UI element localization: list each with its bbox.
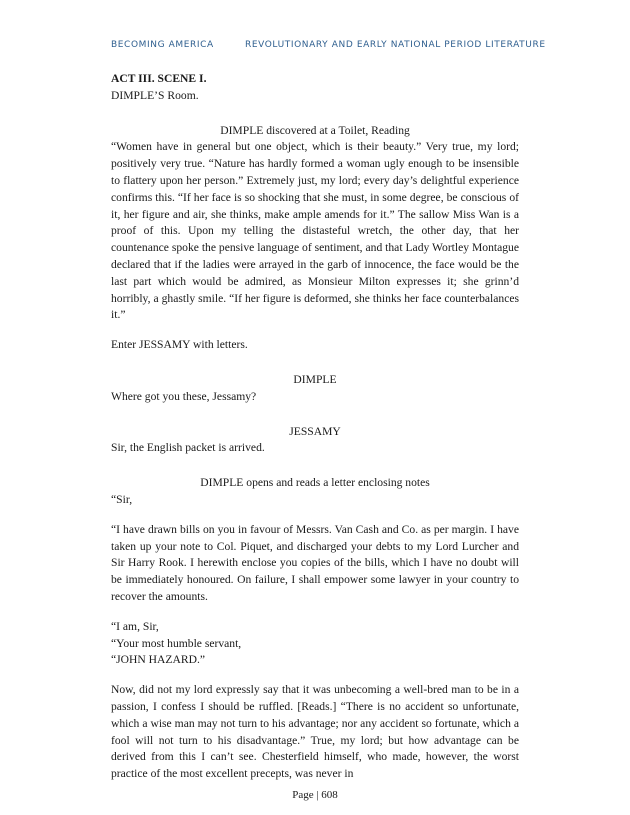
stage-direction: DIMPLE discovered at a Toilet, Reading (220, 123, 410, 137)
speaker-name: DIMPLE (293, 372, 337, 386)
header-section-title: REVOLUTIONARY AND EARLY NATIONAL PERIOD LITERATURE (245, 40, 546, 50)
speaker-name: JESSAMY (289, 424, 341, 438)
dialogue-line: Sir, the English packet is arrived. (111, 441, 265, 455)
letter-salutation: “Sir, (111, 492, 133, 506)
dimple-monologue: “Women have in general but one object, which is their beauty.” Very true, my lord; positively very true. “Nature has hardly formed a woman ugly enough to be insensible to flattery upon her person.” Extremely just, my lord; every day’s delightful experience confirms this. “If her face is so shocking that she must, in some degree, be conscious of it, her figure and air, she thinks, make ample amends for it.” The sallow Miss Wan is a proof of this. Upon my telling the distasteful wretch, the other day, that her countenance spoke the pensive language of sentiment, and that Lady Wortley Montague declared that if the ladies were arrayed in the garb of innocence, the face would be the last part which would be admired, as Monsieur Milton expresses it; she grinn’d horribly, a ghastly smile. “If her figure is deformed, she thinks her face counterbalances it.” (111, 140, 519, 322)
act-scene-heading: ACT III. SCENE I. (111, 72, 207, 85)
letter-closing: “I am, Sir, (111, 619, 159, 633)
dimple-monologue: Now, did not my lord expressly say that it was unbecoming a well-bred man to be in a passion, I confess I should be ruffled. [Reads.] “There is no accident so unfortunate, which a wise man may not turn to his advantage; nor any accident so fortunate, which a fool will not turn to his disadvantage.” True, my lord; but how advantage can be derived from this I can’t see. Chesterfield himself, who made, however, the worst practice of the most excellent precepts, was never in (111, 683, 519, 781)
dialogue-line: Where got you these, Jessamy? (111, 389, 257, 403)
letter-closing: “Your most humble servant, (111, 636, 242, 650)
page-number: Page | 608 (292, 789, 338, 801)
scene-location: DIMPLE’S Room. (111, 88, 199, 102)
letter-body: “I have drawn bills on you in favour of Messrs. Van Cash and Co. as per margin. I have taken up your note to Col. Piquet, and discharged your debts to my Lord Lurcher and Sir Harry Rook. I herewith enclose you copies of the bills, which I have no doubt will be immediately honoured. On failure, I shall empower some lawyer in your country to recover the amounts. (111, 522, 519, 603)
stage-direction-entry: Enter JESSAMY with letters. (111, 338, 248, 352)
stage-direction: DIMPLE opens and reads a letter enclosing notes (200, 476, 430, 490)
running-header (111, 40, 546, 50)
letter-signature: “JOHN HAZARD.” (111, 653, 206, 667)
header-book-title: BECOMING AMERICA (111, 40, 214, 50)
page-body (111, 71, 519, 783)
